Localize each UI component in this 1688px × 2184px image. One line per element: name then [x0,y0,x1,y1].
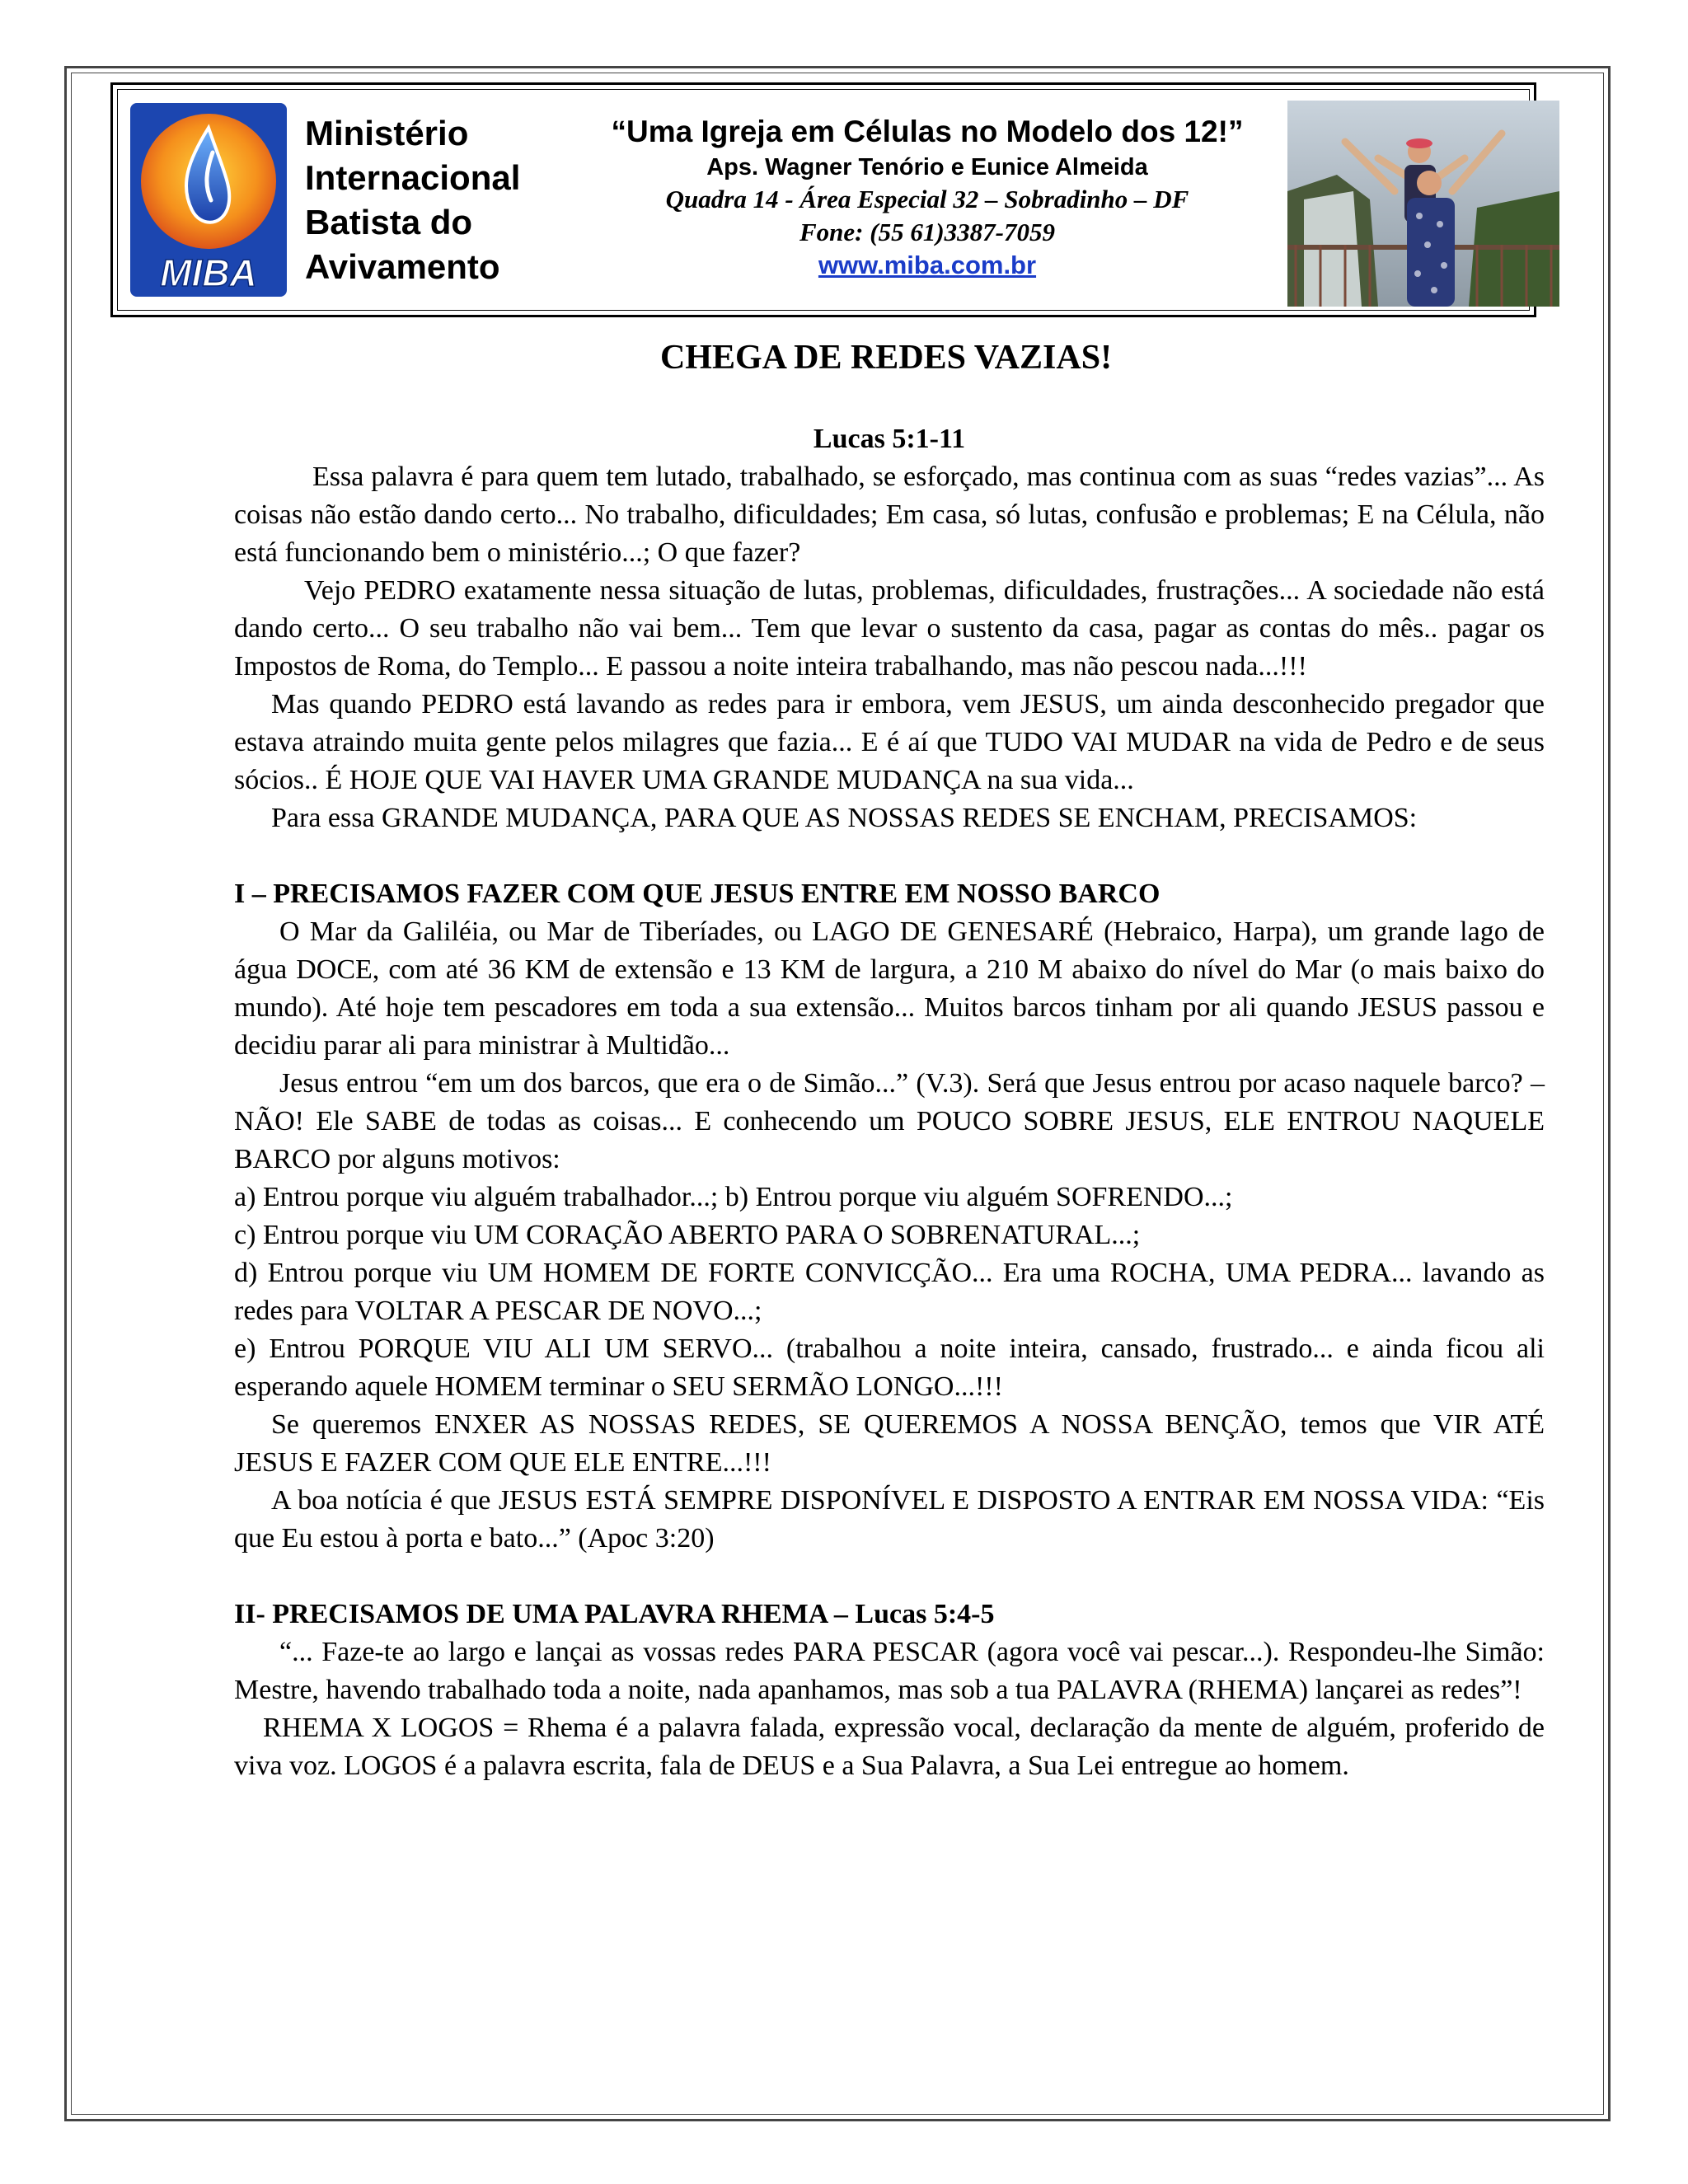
website-link[interactable]: www.miba.com.br [818,251,1037,279]
paragraph: RHEMA X LOGOS = Rhema é a palavra falada, expressão vocal, declaração da mente de alguém, proferido de viva voz. LOGOS é a palavra escrita, fala de DEUS e a Sua Palavra, a Sua Lei entregue ao homem. [234,1713,1545,1781]
paragraph: Se queremos ENXER AS NOSSAS REDES, SE QUEREMOS A NOSSA BENÇÃO, temos que VIR ATÉ JESUS E FAZER COM QUE ELE ENTRE...!!! [234,1409,1545,1478]
document-title: CHEGA DE REDES VAZIAS! [659,339,1113,377]
phone: Fone: (55 61)3387-7059 [799,218,1055,246]
scripture-reference: Lucas 5:1-11 [813,424,966,454]
paragraph: O Mar da Galiléia, ou Mar de Tiberíades, ou LAGO DE GENESARÉ (Hebraico, Harpa), um grande lago de água DOCE, com até 36 KM de extensão e 13 KM de largura, a 210 M abaixo do nível do Mar (o mais baixo do mundo). Até hoje tem pescadores em toda a sua extensão... Muitos barcos tinham por ali quando JESUS passou e decidiu parar ali para ministrar à Multidão... [234,916,1545,1061]
list-item: c) Entrou porque viu UM CORAÇÃO ABERTO PARA O SOBRENATURAL...; [234,1220,1141,1250]
section-heading: I – PRECISAMOS FAZER COM QUE JESUS ENTRE EM NOSSO BARCO [234,879,1160,909]
address: Quadra 14 - Área Especial 32 – Sobradinho – DF [665,185,1189,213]
paragraph: Jesus entrou “em um dos barcos, que era o de Simão...” (V.3). Será que Jesus entrou por acaso naquele barco? – NÃO! Ele SABE de todas as coisas... E conhecendo um POUCO SOBRE JESUS, ELE ENTROU NAQUELE BARCO por alguns motivos: [234,1068,1545,1174]
ministry-name [305,111,569,289]
header-contact [577,112,1278,282]
paragraph: A boa notícia é que JESUS ESTÁ SEMPRE DISPONÍVEL E DISPOSTO A ENTRAR EM NOSSA VIDA: “Eis que Eu estou à porta e bato...” (Apoc 3:20) [234,1485,1545,1554]
miba-logo-icon [130,103,287,297]
ministry-name-line: Batista do [305,203,473,241]
paragraph: Vejo PEDRO exatamente nessa situação de lutas, problemas, dificuldades, frustrações... A sociedade não está dando certo... O seu trabalho não vai bem... Tem que levar o sustento da casa, pagar as contas do mês.. pagar os Impostos de Roma, do Templo... E passou a noite inteira trabalhando, mas não pescou nada...!!! [234,575,1545,682]
pastors-names: Aps. Wagner Tenório e Eunice Almeida [706,154,1148,180]
paragraph: “... Faze-te ao largo e lançai as vossas redes PARA PESCAR (agora você vai pescar...). Respondeu-lhe Simão: Mestre, havendo trabalhado toda a noite, nada apanhamos, mas sob a tua PALAVRA (RHEMA) lançarei as redes”! [234,1637,1545,1705]
couple-photo-icon [1287,101,1559,307]
list-item: d) Entrou porque viu UM HOMEM DE FORTE CONVICÇÃO... Era uma ROCHA, UMA PEDRA... lavando as redes para VOLTAR A PESCAR DE NOVO...; [234,1258,1545,1326]
slogan: “Uma Igreja em Células no Modelo dos 12!” [611,115,1244,148]
ministry-name-line: Internacional [305,158,521,197]
logo-text: MIBA [160,251,257,294]
section-heading: II- PRECISAMOS DE UMA PALAVRA RHEMA – Lucas 5:4-5 [234,1599,995,1629]
ministry-name-line: Ministério [305,114,469,152]
ministry-name-line: Avivamento [305,247,500,286]
paragraph: Essa palavra é para quem tem lutado, trabalhado, se esforçado, mas continua com as suas “redes vazias”... As coisas não estão dando certo... No trabalho, dificuldades; Em casa, só lutas, confusão e problemas; E na Célula, não está funcionando bem o ministério...; O que fazer? [234,462,1545,568]
document-body [234,420,1545,1785]
list-item: a) Entrou porque viu alguém trabalhador...; b) Entrou porque viu alguém SOFRENDO...; [234,1182,1233,1212]
paragraph: Para essa GRANDE MUDANÇA, PARA QUE AS NOSSAS REDES SE ENCHAM, PRECISAMOS: [271,803,1418,833]
paragraph: Mas quando PEDRO está lavando as redes para ir embora, vem JESUS, um ainda desconhecido pregador que estava atraindo muita gente pelos milagres que fazia... E é aí que TUDO VAI MUDAR na vida de Pedro e de seus sócios.. É HOJE QUE VAI HAVER UMA GRANDE MUDANÇA na sua vida... [234,689,1545,795]
list-item: e) Entrou PORQUE VIU ALI UM SERVO... (trabalhou a noite inteira, cansado, frustrado... e ainda ficou ali esperando aquele HOMEM terminar o SEU SERMÃO LONGO...!!! [234,1333,1545,1402]
